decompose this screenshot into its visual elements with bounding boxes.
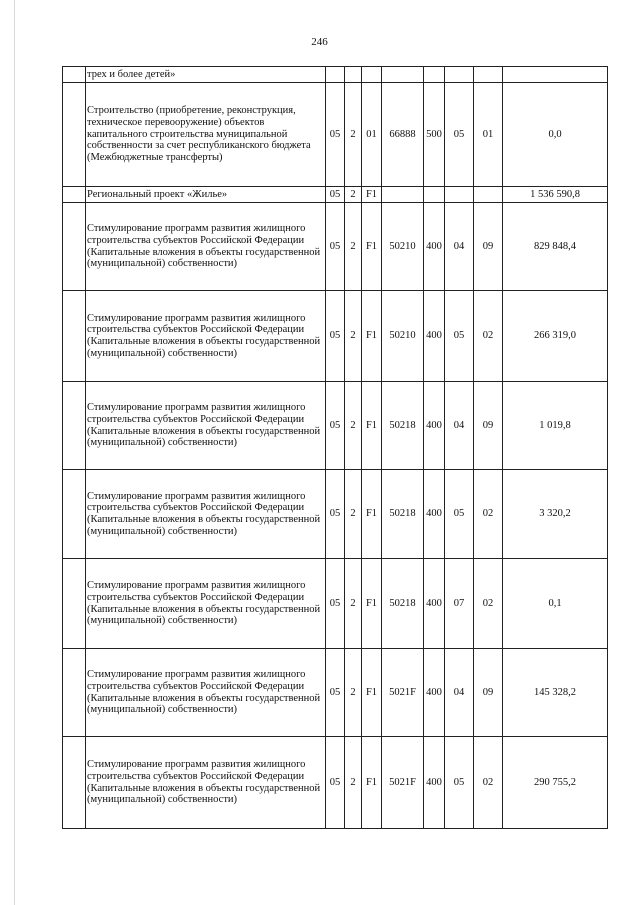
section-cell <box>445 67 474 83</box>
subsection-cell: 09 <box>474 382 503 470</box>
direction-code-cell: 50210 <box>382 291 424 382</box>
table-row <box>63 737 608 829</box>
subsection-cell: 09 <box>474 649 503 737</box>
table-row <box>63 187 608 203</box>
subprogram-code-cell: 2 <box>345 203 362 291</box>
project-code-cell: F1 <box>362 382 382 470</box>
item-name-cell: Стимулирование программ развития жилищного строительства субъектов Российской Федерации (Капитальные вложения в объекты государственной (муниципальной) собственности) <box>86 291 326 382</box>
expense-type-cell: 400 <box>424 559 445 649</box>
table-row <box>63 470 608 559</box>
row-number-cell <box>63 291 86 382</box>
project-code-cell: F1 <box>362 559 382 649</box>
amount-cell: 1 536 590,8 <box>503 187 608 203</box>
item-name-cell: трех и более детей» <box>86 67 326 83</box>
subsection-cell: 01 <box>474 83 503 187</box>
project-code-cell: F1 <box>362 203 382 291</box>
item-name-cell: Стимулирование программ развития жилищного строительства субъектов Российской Федерации (Капитальные вложения в объекты государственной (муниципальной) собственности) <box>86 382 326 470</box>
expense-type-cell: 500 <box>424 83 445 187</box>
expense-type-cell <box>424 187 445 203</box>
section-cell: 05 <box>445 470 474 559</box>
subprogram-code-cell: 2 <box>345 291 362 382</box>
table-row <box>63 67 608 83</box>
section-cell: 05 <box>445 737 474 829</box>
table-row <box>63 382 608 470</box>
program-code-cell: 05 <box>326 382 345 470</box>
section-cell: 07 <box>445 559 474 649</box>
row-number-cell <box>63 67 86 83</box>
amount-cell: 1 019,8 <box>503 382 608 470</box>
section-cell: 04 <box>445 649 474 737</box>
subsection-cell: 02 <box>474 291 503 382</box>
subprogram-code-cell: 2 <box>345 737 362 829</box>
direction-code-cell: 5021F <box>382 649 424 737</box>
project-code-cell: F1 <box>362 291 382 382</box>
subsection-cell: 02 <box>474 559 503 649</box>
amount-cell: 0,1 <box>503 559 608 649</box>
section-cell: 04 <box>445 382 474 470</box>
subsection-cell <box>474 187 503 203</box>
subsection-cell: 09 <box>474 203 503 291</box>
amount-cell: 3 320,2 <box>503 470 608 559</box>
expense-type-cell: 400 <box>424 203 445 291</box>
amount-cell: 0,0 <box>503 83 608 187</box>
expense-type-cell <box>424 67 445 83</box>
subprogram-code-cell: 2 <box>345 83 362 187</box>
direction-code-cell: 50218 <box>382 470 424 559</box>
table-row <box>63 291 608 382</box>
row-number-cell <box>63 83 86 187</box>
expense-type-cell: 400 <box>424 649 445 737</box>
subprogram-code-cell: 2 <box>345 649 362 737</box>
row-number-cell <box>63 203 86 291</box>
amount-cell: 290 755,2 <box>503 737 608 829</box>
program-code-cell: 05 <box>326 470 345 559</box>
section-cell <box>445 187 474 203</box>
subsection-cell <box>474 67 503 83</box>
direction-code-cell: 5021F <box>382 737 424 829</box>
subsection-cell: 02 <box>474 737 503 829</box>
expense-type-cell: 400 <box>424 737 445 829</box>
table-row <box>63 559 608 649</box>
row-number-cell <box>63 559 86 649</box>
project-code-cell: 01 <box>362 83 382 187</box>
project-code-cell: F1 <box>362 737 382 829</box>
subprogram-code-cell: 2 <box>345 382 362 470</box>
amount-cell <box>503 67 608 83</box>
subsection-cell: 02 <box>474 470 503 559</box>
program-code-cell: 05 <box>326 203 345 291</box>
item-name-cell: Строительство (приобретение, реконструкция, техническое перевооружение) объектов капитального строительства муниципальной собственности за счет республиканского бюджета (Межбюджетные трансферты) <box>86 83 326 187</box>
amount-cell: 829 848,4 <box>503 203 608 291</box>
program-code-cell: 05 <box>326 559 345 649</box>
direction-code-cell: 50218 <box>382 559 424 649</box>
row-number-cell <box>63 470 86 559</box>
budget-table-body <box>63 67 608 829</box>
item-name-cell: Региональный проект «Жилье» <box>86 187 326 203</box>
table-row <box>63 83 608 187</box>
page-number: 246 <box>311 36 328 48</box>
direction-code-cell: 50210 <box>382 203 424 291</box>
table-row <box>63 203 608 291</box>
program-code-cell: 05 <box>326 737 345 829</box>
item-name-cell: Стимулирование программ развития жилищного строительства субъектов Российской Федерации (Капитальные вложения в объекты государственной (муниципальной) собственности) <box>86 559 326 649</box>
section-cell: 05 <box>445 291 474 382</box>
direction-code-cell <box>382 187 424 203</box>
section-cell: 04 <box>445 203 474 291</box>
expense-type-cell: 400 <box>424 382 445 470</box>
project-code-cell: F1 <box>362 470 382 559</box>
direction-code-cell <box>382 67 424 83</box>
direction-code-cell: 66888 <box>382 83 424 187</box>
project-code-cell <box>362 67 382 83</box>
subprogram-code-cell <box>345 67 362 83</box>
scan-edge-line <box>14 0 15 905</box>
row-number-cell <box>63 649 86 737</box>
row-number-cell <box>63 382 86 470</box>
row-number-cell <box>63 737 86 829</box>
item-name-cell: Стимулирование программ развития жилищного строительства субъектов Российской Федерации (Капитальные вложения в объекты государственной (муниципальной) собственности) <box>86 737 326 829</box>
program-code-cell: 05 <box>326 649 345 737</box>
subprogram-code-cell: 2 <box>345 187 362 203</box>
direction-code-cell: 50218 <box>382 382 424 470</box>
program-code-cell: 05 <box>326 187 345 203</box>
row-number-cell <box>63 187 86 203</box>
project-code-cell: F1 <box>362 187 382 203</box>
subprogram-code-cell: 2 <box>345 470 362 559</box>
budget-table-wrapper <box>62 66 608 829</box>
expense-type-cell: 400 <box>424 470 445 559</box>
item-name-cell: Стимулирование программ развития жилищного строительства субъектов Российской Федерации (Капитальные вложения в объекты государственной (муниципальной) собственности) <box>86 203 326 291</box>
program-code-cell: 05 <box>326 291 345 382</box>
expense-type-cell: 400 <box>424 291 445 382</box>
amount-cell: 145 328,2 <box>503 649 608 737</box>
item-name-cell: Стимулирование программ развития жилищного строительства субъектов Российской Федерации (Капитальные вложения в объекты государственной (муниципальной) собственности) <box>86 470 326 559</box>
subprogram-code-cell: 2 <box>345 559 362 649</box>
program-code-cell: 05 <box>326 83 345 187</box>
program-code-cell <box>326 67 345 83</box>
table-row <box>63 649 608 737</box>
item-name-cell: Стимулирование программ развития жилищного строительства субъектов Российской Федерации (Капитальные вложения в объекты государственной (муниципальной) собственности) <box>86 649 326 737</box>
section-cell: 05 <box>445 83 474 187</box>
project-code-cell: F1 <box>362 649 382 737</box>
amount-cell: 266 319,0 <box>503 291 608 382</box>
budget-table <box>62 66 608 829</box>
